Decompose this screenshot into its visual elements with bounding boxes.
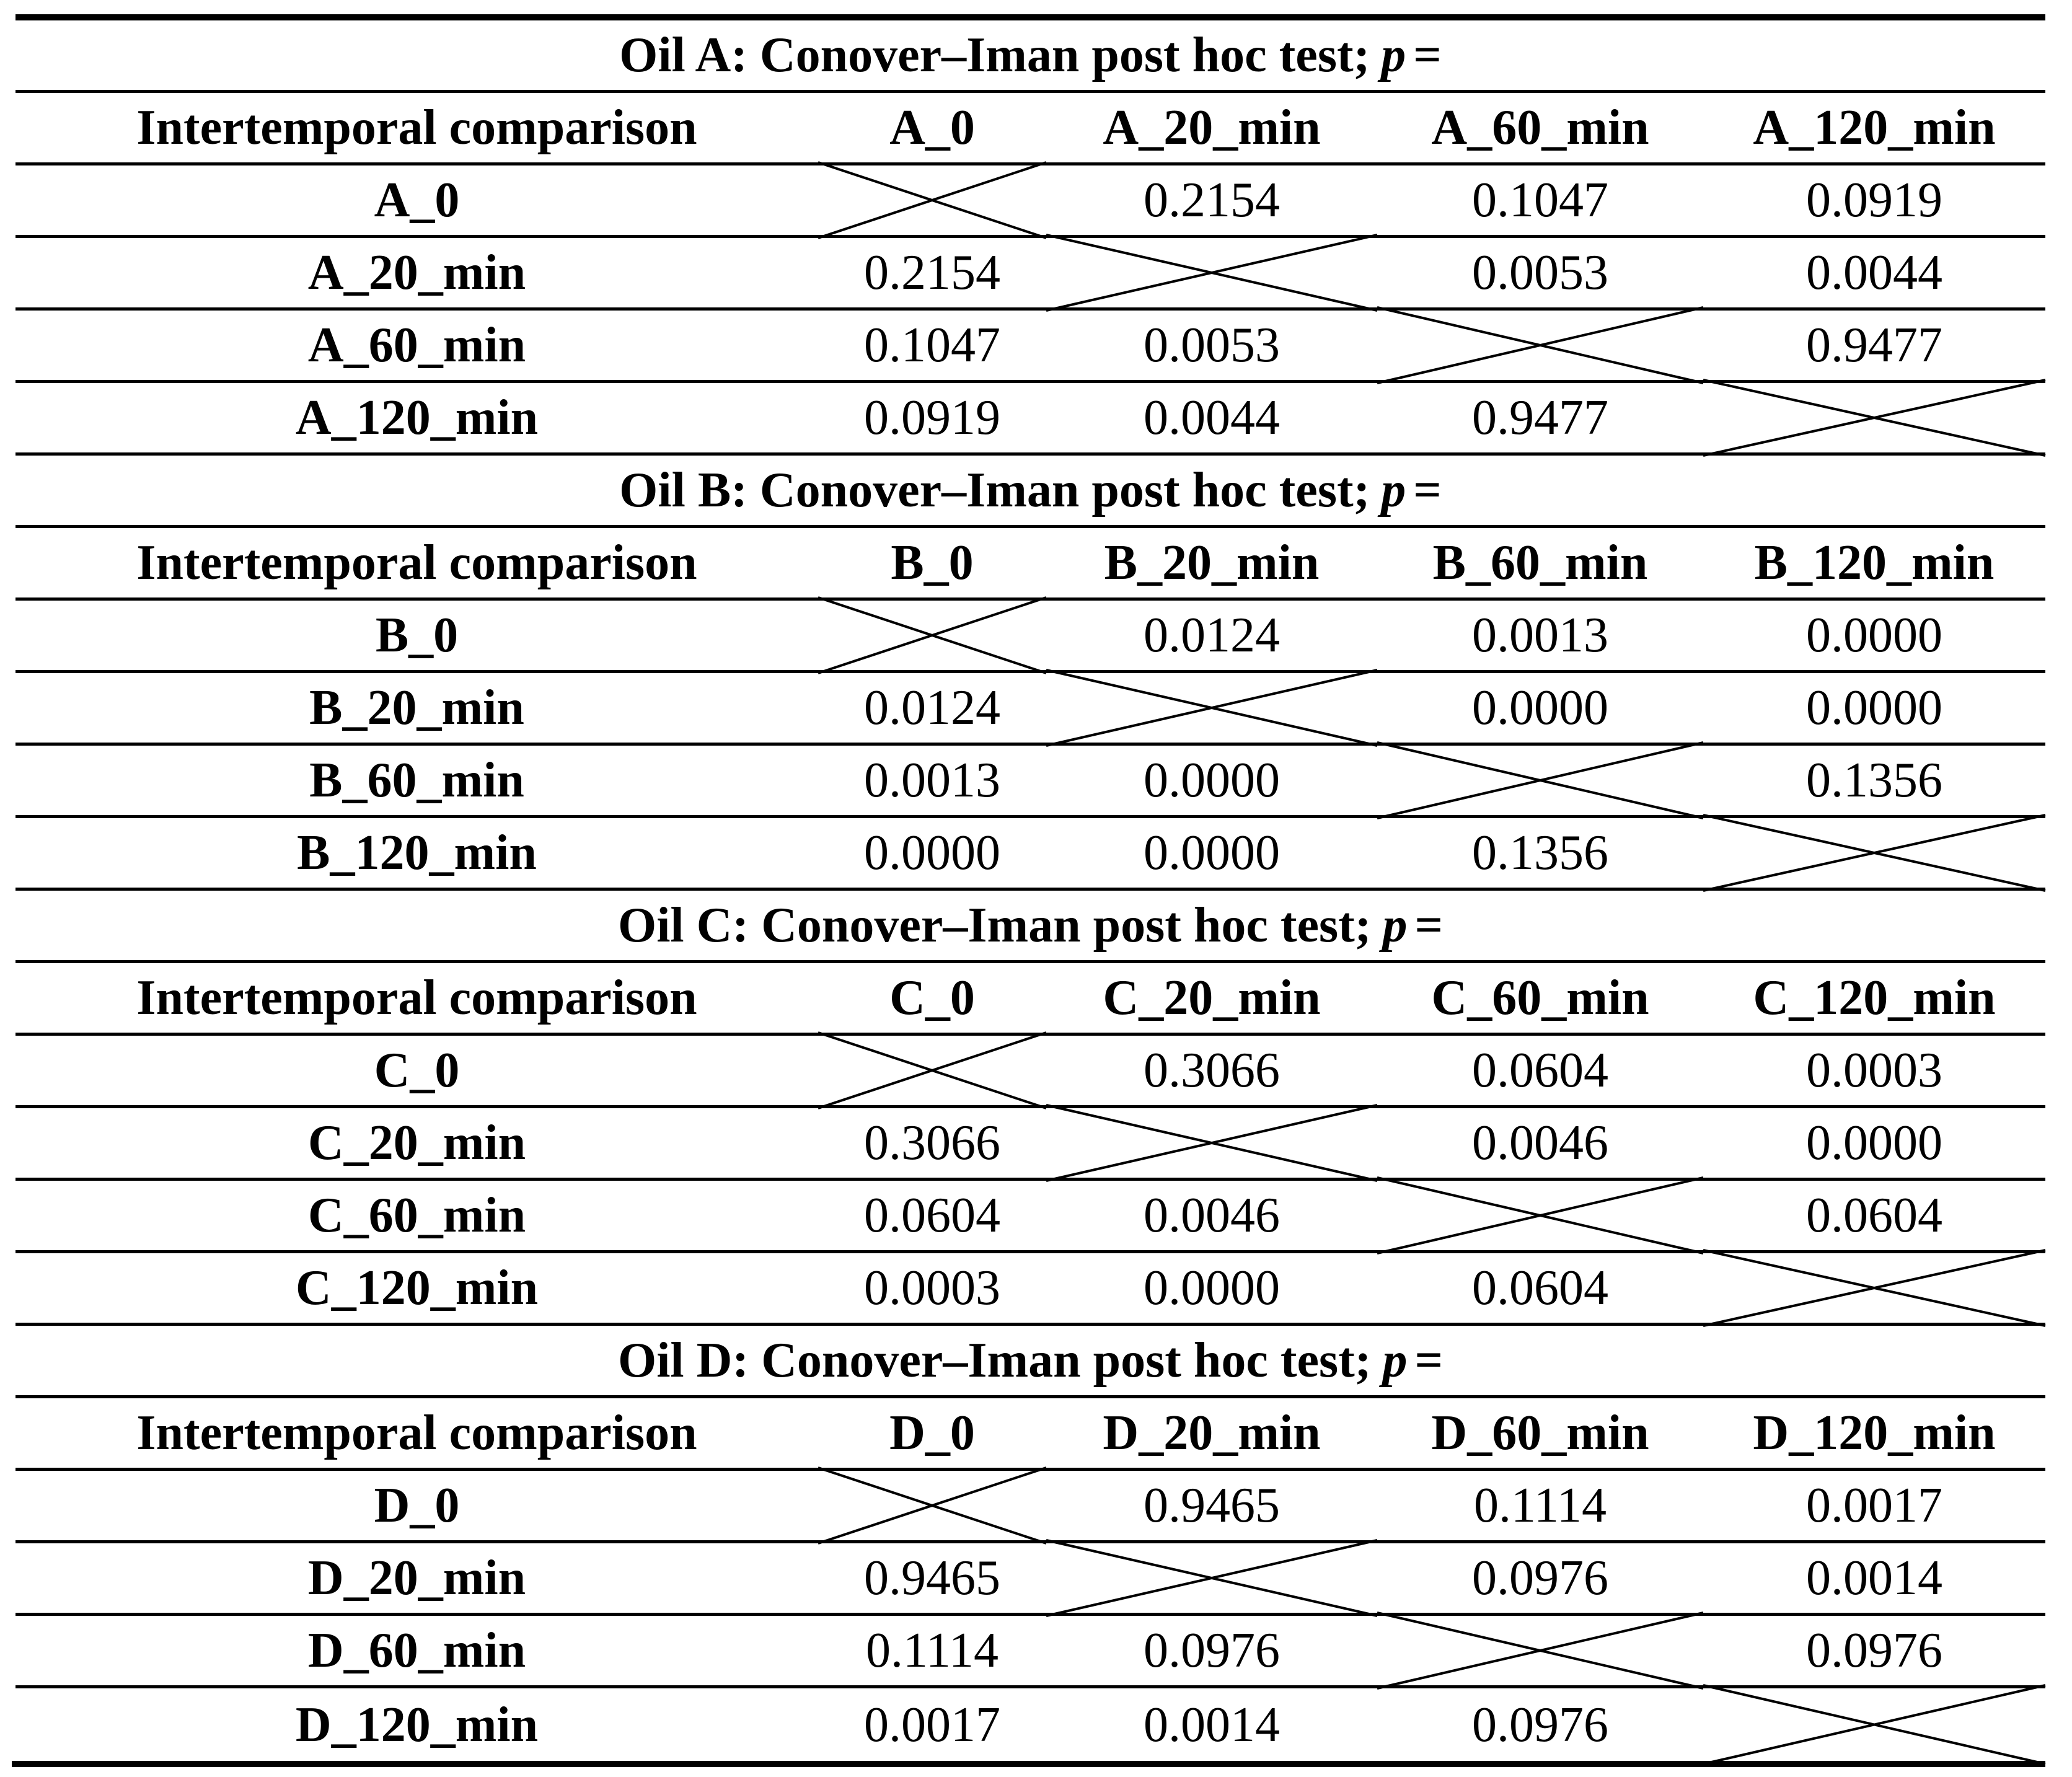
p-value-cell: 0.0000 (1806, 681, 1942, 735)
cross-out-icon (1377, 1613, 1703, 1688)
column-header: C_20_min (1103, 971, 1321, 1025)
diagonal-cross-cell (818, 1036, 1046, 1105)
p-value-cell: 0.9477 (1806, 318, 1942, 373)
diagonal-cross-cell (1703, 818, 2045, 888)
equals-sign: = (1413, 463, 1442, 518)
p-value-symbol: p (1381, 463, 1406, 518)
cross-out-icon (1703, 1685, 2045, 1764)
equals-sign: = (1414, 1333, 1444, 1388)
table-row (15, 1253, 2045, 1326)
cross-out-icon (1377, 743, 1703, 818)
p-value-cell: 0.0014 (1144, 1697, 1280, 1752)
p-value-cell: 0.1356 (1472, 826, 1608, 880)
table-row (15, 818, 2045, 891)
diagonal-cross-cell (1377, 1616, 1703, 1685)
column-header: B_20_min (1104, 536, 1320, 590)
section-title-text: Oil A: Conover–Iman post hoc test; (619, 28, 1370, 82)
table-row (15, 238, 2045, 311)
diagonal-cross-cell (1703, 1253, 2045, 1323)
p-value-cell: 0.3066 (864, 1116, 1000, 1170)
table-row (15, 1471, 2045, 1543)
row-label: A_60_min (307, 318, 526, 373)
row-label: B_20_min (309, 681, 524, 735)
table-row (15, 601, 2045, 673)
row-label: A_0 (374, 173, 460, 227)
table-row (15, 746, 2045, 818)
column-header-row (15, 528, 2045, 601)
p-value-cell: 0.0124 (1144, 608, 1280, 663)
column-header: D_60_min (1431, 1406, 1649, 1460)
diagonal-cross-cell (818, 165, 1046, 235)
p-value-cell: 0.0976 (1806, 1623, 1942, 1678)
p-value-cell: 0.0919 (864, 390, 1000, 445)
p-value-cell: 0.9465 (1144, 1478, 1280, 1533)
p-value-cell: 0.1114 (1473, 1478, 1607, 1533)
table-row (15, 165, 2045, 238)
equals-sign: = (1413, 28, 1442, 82)
row-header-label: Intertemporal comparison (136, 1406, 697, 1460)
p-value-cell: 0.0000 (1806, 1116, 1942, 1170)
table-row (15, 1543, 2045, 1616)
p-value-cell: 0.0003 (864, 1261, 1000, 1315)
p-value-cell: 0.0044 (1806, 245, 1942, 300)
p-value-cell: 0.1047 (864, 318, 1000, 373)
column-header: C_120_min (1753, 971, 1996, 1025)
p-value-cell: 0.0604 (1472, 1261, 1608, 1315)
p-value-cell: 0.0046 (1144, 1188, 1280, 1243)
p-value-cell: 0.0046 (1472, 1116, 1608, 1170)
cross-out-icon (1046, 670, 1377, 746)
p-value-symbol: p (1382, 898, 1408, 953)
column-header: A_20_min (1103, 100, 1321, 155)
table-row (15, 1181, 2045, 1253)
diagonal-cross-cell (818, 1471, 1046, 1540)
p-value-cell: 0.0976 (1472, 1551, 1608, 1605)
equals-sign: = (1414, 898, 1444, 953)
table-row (15, 383, 2045, 456)
p-value-cell: 0.0604 (1806, 1188, 1942, 1243)
diagonal-cross-cell (1046, 673, 1377, 743)
section-title-text: Oil C: Conover–Iman post hoc test; (617, 898, 1372, 953)
cross-out-icon (818, 1033, 1046, 1108)
p-value-cell: 0.0604 (864, 1188, 1000, 1243)
table-top-rule (15, 14, 2045, 20)
p-value-cell: 0.0000 (864, 826, 1000, 880)
row-label: C_0 (374, 1043, 460, 1098)
row-label: D_0 (374, 1478, 460, 1533)
p-value-cell: 0.0013 (864, 753, 1000, 808)
table-row (15, 1688, 2045, 1761)
section-title-oil-a (15, 20, 2045, 93)
row-label: D_120_min (295, 1697, 539, 1752)
row-header-label: Intertemporal comparison (136, 100, 697, 155)
table-row (15, 1036, 2045, 1108)
p-value-cell: 0.0053 (1144, 318, 1280, 373)
column-header: B_60_min (1432, 536, 1648, 590)
row-label: D_20_min (307, 1551, 526, 1605)
cross-out-icon (818, 162, 1046, 238)
p-value-cell: 0.0604 (1472, 1043, 1608, 1098)
row-header-label: Intertemporal comparison (136, 536, 697, 590)
p-value-cell: 0.0014 (1806, 1551, 1942, 1605)
column-header: D_120_min (1753, 1406, 1996, 1460)
cross-out-icon (1703, 1250, 2045, 1326)
p-value-cell: 0.0000 (1472, 681, 1608, 735)
p-value-cell: 0.0976 (1472, 1697, 1608, 1752)
row-label: C_60_min (307, 1188, 526, 1243)
p-value-symbol: p (1382, 1333, 1408, 1388)
p-value-cell: 0.0003 (1806, 1043, 1942, 1098)
diagonal-cross-cell (1377, 746, 1703, 815)
p-value-cell: 0.1114 (865, 1623, 999, 1678)
column-header-row (15, 963, 2045, 1036)
p-value-cell: 0.0000 (1144, 826, 1280, 880)
cross-out-icon (818, 597, 1046, 673)
cross-out-icon (1703, 815, 2045, 891)
diagonal-cross-cell (1703, 383, 2045, 452)
posthoc-table (15, 14, 2045, 1767)
column-header: C_0 (889, 971, 975, 1025)
section-title-oil-b (15, 456, 2045, 528)
row-label: B_60_min (309, 753, 524, 808)
column-header: D_0 (889, 1406, 975, 1460)
p-value-cell: 0.0017 (864, 1697, 1000, 1752)
p-value-cell: 0.0000 (1144, 1261, 1280, 1315)
p-value-cell: 0.1356 (1806, 753, 1942, 808)
row-label: A_20_min (307, 245, 526, 300)
section-title-text: Oil B: Conover–Iman post hoc test; (619, 463, 1370, 518)
cross-out-icon (818, 1468, 1046, 1543)
p-value-cell: 0.1047 (1472, 173, 1608, 227)
p-value-cell: 0.0013 (1472, 608, 1608, 663)
p-value-cell: 0.2154 (864, 245, 1000, 300)
row-label: A_120_min (295, 390, 539, 445)
p-value-cell: 0.0919 (1806, 173, 1942, 227)
row-label: B_0 (375, 608, 459, 663)
diagonal-cross-cell (1377, 1181, 1703, 1250)
section-title-oil-c (15, 891, 2045, 963)
row-header-label: Intertemporal comparison (136, 971, 697, 1025)
row-label: B_120_min (297, 826, 537, 880)
column-header: B_0 (891, 536, 974, 590)
section-title-oil-d (15, 1326, 2045, 1398)
diagonal-cross-cell (1046, 1108, 1377, 1178)
diagonal-cross-cell (1377, 311, 1703, 380)
p-value-cell: 0.2154 (1144, 173, 1280, 227)
table-row (15, 673, 2045, 746)
row-label: C_120_min (295, 1261, 539, 1315)
p-value-cell: 0.0976 (1144, 1623, 1280, 1678)
p-value-cell: 0.9477 (1472, 390, 1608, 445)
diagonal-cross-cell (1046, 238, 1377, 307)
p-value-cell: 0.0124 (864, 681, 1000, 735)
cross-out-icon (1377, 307, 1703, 383)
p-value-cell: 0.0053 (1472, 245, 1608, 300)
p-value-cell: 0.0044 (1144, 390, 1280, 445)
cross-out-icon (1046, 1540, 1377, 1616)
diagonal-cross-cell (818, 601, 1046, 670)
column-header: B_120_min (1754, 536, 1995, 590)
p-value-symbol: p (1381, 28, 1406, 82)
row-label: C_20_min (307, 1116, 526, 1170)
column-header: A_60_min (1431, 100, 1649, 155)
table-row (15, 1108, 2045, 1181)
cross-out-icon (1046, 1105, 1377, 1181)
p-value-cell: 0.3066 (1144, 1043, 1280, 1098)
p-value-cell: 0.9465 (864, 1551, 1000, 1605)
cross-out-icon (1703, 380, 2045, 456)
column-header: C_60_min (1431, 971, 1649, 1025)
cross-out-icon (1046, 235, 1377, 311)
section-title-text: Oil D: Conover–Iman post hoc test; (617, 1333, 1372, 1388)
column-header: D_20_min (1103, 1406, 1321, 1460)
table-row (15, 311, 2045, 383)
column-header: A_0 (889, 100, 975, 155)
p-value-cell: 0.0000 (1144, 753, 1280, 808)
p-value-cell: 0.0000 (1806, 608, 1942, 663)
cross-out-icon (1377, 1178, 1703, 1253)
diagonal-cross-cell (1046, 1543, 1377, 1613)
row-label: D_60_min (307, 1623, 526, 1678)
diagonal-cross-cell (1703, 1688, 2045, 1761)
column-header-row (15, 93, 2045, 165)
column-header-row (15, 1398, 2045, 1471)
column-header: A_120_min (1753, 100, 1996, 155)
p-value-cell: 0.0017 (1806, 1478, 1942, 1533)
table-row (15, 1616, 2045, 1688)
